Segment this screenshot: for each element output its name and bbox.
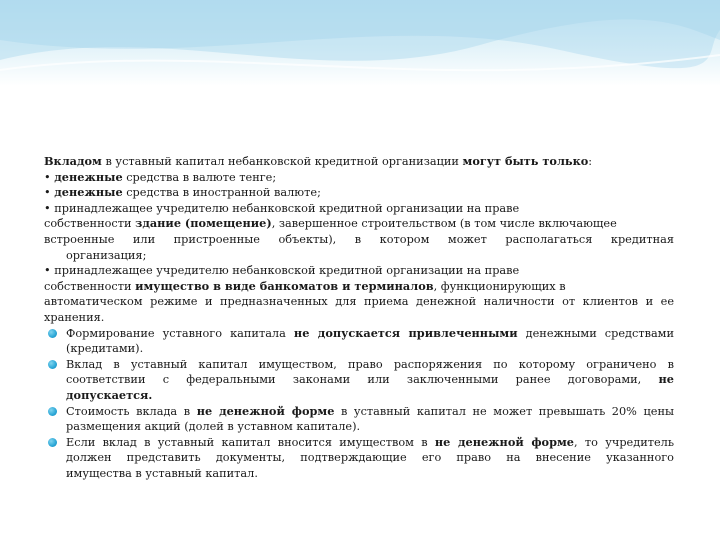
bullet-icon <box>48 329 57 338</box>
bullet-item: Вклад в уставный капитал имуществом, право распоряжения по которому ограничено в соответствии с федеральными законами или заключенными ранее договорами, не допускается. <box>44 357 674 404</box>
document-body <box>44 154 674 481</box>
list-item: • денежные средства в иностранной валюте; <box>44 185 321 200</box>
bullet-icon <box>48 438 57 447</box>
list-item-line: автоматическом режиме и предназначенных для приема денежной наличности от клиентов и ее <box>44 295 674 309</box>
list-item-line: собственности имущество в виде банкоматов и терминалов, функционирующих в <box>44 278 566 293</box>
list-item: • принадлежащее учредителю небанковской кредитной организации на праве <box>44 201 520 215</box>
bullet-icon <box>48 360 57 369</box>
list-item-line: собственности здание (помещение), завершенное строительством (в том числе включающее <box>44 216 617 231</box>
bullet-item: Если вклад в уставный капитал вносится имуществом в не денежной форме, то учредитель должен представить документы, подтверждающие его право на внесение указанного имущества в уставный капитал. <box>44 435 674 482</box>
bullet-item: Стоимость вклада в не денежной форме в уставный капитал не может превышать 20% цены размещения акций (долей в уставном капитале). <box>44 404 674 435</box>
list-item-line: организация; <box>66 248 147 262</box>
list-item: • принадлежащее учредителю небанковской кредитной организации на праве <box>44 264 520 278</box>
bullet-icon <box>48 407 57 416</box>
banner-waves <box>0 0 720 86</box>
header-banner <box>0 0 720 86</box>
list-item-line: встроенные или пристроенные объекты), в котором может располагаться кредитная <box>44 232 674 246</box>
list-item-line: хранения. <box>44 310 105 324</box>
bullet-item: Формирование уставного капитала не допускается привлеченными денежными средствами (кредитами). <box>44 326 674 357</box>
intro-line: Вкладом в уставный капитал небанковской кредитной организации могут быть только: <box>44 154 593 168</box>
list-item: • денежные средства в валюте тенге; <box>44 169 277 184</box>
